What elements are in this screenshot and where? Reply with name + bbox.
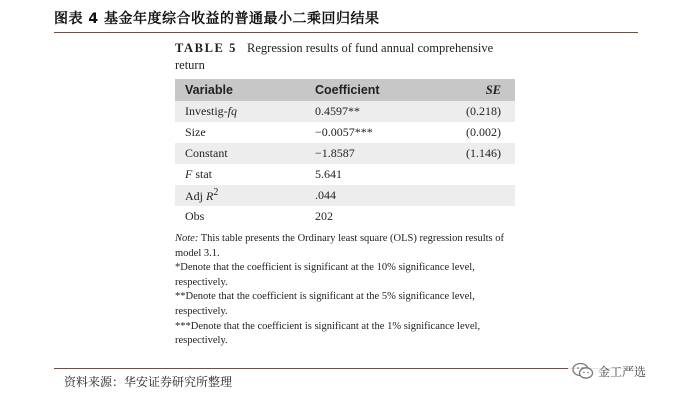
variable-superscript: 2 bbox=[213, 187, 219, 198]
title-divider bbox=[54, 32, 638, 33]
table-label: TABLE 5 bbox=[175, 41, 238, 55]
row-se: (0.002) bbox=[429, 122, 515, 143]
source-text: 资料来源：华安证券研究所整理 bbox=[64, 375, 233, 389]
significance-note-10: *Denote that the coefficient is significant at the 10% significance level, respectively. bbox=[175, 262, 475, 288]
row-se: (1.146) bbox=[429, 143, 515, 164]
row-coefficient: 0.4597** bbox=[305, 101, 429, 122]
row-variable: Obs bbox=[175, 206, 305, 227]
row-se: (0.218) bbox=[429, 101, 515, 122]
variable-name: Adj bbox=[185, 189, 206, 203]
note-label: Note: bbox=[175, 233, 199, 244]
wechat-icon bbox=[572, 362, 594, 380]
table-row bbox=[175, 164, 515, 185]
table-notes bbox=[175, 232, 520, 349]
row-variable bbox=[175, 185, 305, 206]
table-row bbox=[175, 101, 515, 122]
figure-title: 图表 4 基金年度综合收益的普通最小二乘回归结果 bbox=[54, 11, 380, 27]
row-se bbox=[429, 185, 515, 206]
variable-italic: fq bbox=[227, 104, 237, 118]
table-row bbox=[175, 206, 515, 227]
header-coefficient: Coefficient bbox=[305, 79, 429, 101]
significance-note-5: **Denote that the coefficient is significant at the 5% significance level, respectively. bbox=[175, 291, 475, 317]
watermark bbox=[568, 360, 650, 382]
variable-italic: F bbox=[185, 167, 193, 181]
note-line bbox=[175, 232, 520, 261]
row-variable: Constant bbox=[175, 143, 305, 164]
row-coefficient: .044 bbox=[305, 185, 429, 206]
table-row bbox=[175, 185, 515, 206]
note-text: This table presents the Ordinary least square (OLS) regression results of model 3.1. bbox=[175, 233, 505, 259]
variable-name: stat bbox=[192, 167, 213, 181]
row-coefficient: 5.641 bbox=[305, 164, 429, 185]
variable-italic: R bbox=[206, 189, 214, 203]
row-coefficient: −0.0057*** bbox=[305, 122, 429, 143]
table-caption bbox=[175, 40, 515, 74]
row-variable: Size bbox=[175, 122, 305, 143]
header-se: SE bbox=[429, 79, 515, 101]
source-divider bbox=[54, 368, 638, 369]
regression-table bbox=[175, 79, 515, 227]
table-row bbox=[175, 122, 515, 143]
row-coefficient: 202 bbox=[305, 206, 429, 227]
table-row bbox=[175, 143, 515, 164]
row-variable bbox=[175, 101, 305, 122]
significance-note-1: ***Denote that the coefficient is significant at the 1% significance level, respectively. bbox=[175, 320, 481, 347]
row-se bbox=[429, 206, 515, 227]
table-caption-text: Regression results of fund annual comprehensive return bbox=[175, 41, 494, 72]
row-variable bbox=[175, 164, 305, 185]
table-header-row bbox=[175, 79, 515, 101]
variable-name: Investig- bbox=[185, 104, 228, 118]
header-variable: Variable bbox=[175, 79, 305, 101]
row-coefficient: −1.8587 bbox=[305, 143, 429, 164]
row-se bbox=[429, 164, 515, 185]
watermark-text: 金工严选 bbox=[598, 364, 647, 379]
